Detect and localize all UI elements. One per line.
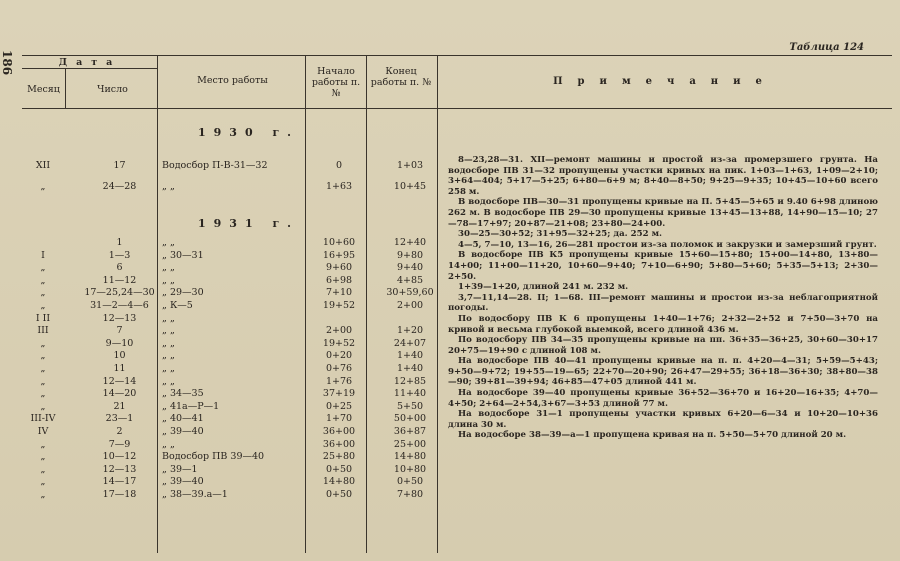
table-row bbox=[22, 275, 447, 287]
end-cell: 1+40 bbox=[396, 350, 424, 361]
day-cell: 17—25,24—30 bbox=[84, 287, 155, 298]
end-cell: 4+85 bbox=[396, 275, 424, 286]
day-cell: 14—17 bbox=[102, 476, 137, 487]
day-cell: 31—2—4—6 bbox=[90, 300, 149, 311]
header-month: Месяц bbox=[27, 84, 60, 95]
place-cell: „ 39—40 bbox=[162, 426, 204, 437]
start-cell: 0 bbox=[335, 160, 343, 171]
month-cell: „ bbox=[40, 451, 46, 462]
table-row bbox=[22, 401, 447, 413]
end-cell: 1+03 bbox=[396, 160, 424, 171]
day-cell: 23—1 bbox=[105, 413, 134, 424]
month-cell: „ bbox=[40, 287, 46, 298]
day-cell: 11—12 bbox=[102, 275, 137, 286]
month-cell: „ bbox=[40, 363, 46, 374]
day-cell: 10—12 bbox=[102, 451, 137, 462]
month-cell: „ bbox=[40, 275, 46, 286]
place-cell: „ 34—35 bbox=[162, 388, 204, 399]
table-row bbox=[22, 262, 447, 274]
table-row bbox=[22, 300, 447, 312]
month-cell: I II bbox=[35, 313, 51, 324]
start-cell: 19+52 bbox=[322, 300, 356, 311]
start-cell: 36+00 bbox=[322, 426, 356, 437]
place-cell: „ 41а—Р—1 bbox=[162, 401, 220, 412]
table-row bbox=[22, 376, 447, 388]
end-cell: 12+40 bbox=[393, 237, 427, 248]
place-cell: „ „ bbox=[162, 350, 175, 361]
end-cell: 1+20 bbox=[396, 325, 424, 336]
note-paragraph: В водосборе ПВ—30—31 пропущены кривые на П. 5+45—5+65 и 9.40 6+98 длиною 262 м. В водосборе ПВ 29—30 пропущены кривые 13+45—13+88, 14+90—15—10; 27—78—17+97; 20+87—21+08; 23+80—24+00. bbox=[448, 197, 878, 229]
header-date: Дата bbox=[58, 57, 122, 68]
table-row bbox=[22, 476, 447, 488]
end-cell: 7+80 bbox=[396, 489, 424, 500]
note-paragraph: По водосбору ПВ 34—35 пропущены кривые на пп. 36+35—36+25, 30+60—30+17 20+75—19+90 с длиной 108 м. bbox=[448, 335, 878, 356]
month-cell: „ bbox=[40, 439, 46, 450]
place-cell: „ 30—31 bbox=[162, 250, 204, 261]
month-cell: III bbox=[37, 325, 49, 336]
start-cell: 1+76 bbox=[325, 376, 353, 387]
place-cell: „ 38—39.а—1 bbox=[162, 489, 228, 500]
day-cell: 11 bbox=[113, 363, 126, 374]
table-row bbox=[22, 313, 447, 325]
start-cell: 1+63 bbox=[325, 181, 353, 192]
place-cell: „ „ bbox=[162, 325, 175, 336]
place-cell: „ „ bbox=[162, 262, 175, 273]
start-cell: 16+95 bbox=[322, 250, 356, 261]
table-row bbox=[22, 489, 447, 501]
year-1930: 1930 г. bbox=[198, 126, 300, 139]
end-cell: 10+80 bbox=[393, 464, 427, 475]
start-cell: 1+70 bbox=[325, 413, 353, 424]
table-row bbox=[22, 350, 447, 362]
day-cell: 9—10 bbox=[105, 338, 134, 349]
day-cell: 6 bbox=[116, 262, 123, 273]
month-cell: IV bbox=[37, 426, 49, 437]
month-cell: I bbox=[41, 250, 45, 261]
header-note: Примечание bbox=[553, 76, 777, 87]
notes-column bbox=[448, 155, 878, 441]
start-cell: 37+19 bbox=[322, 388, 356, 399]
place-cell: Водосбор П-В-31—32 bbox=[162, 160, 268, 171]
table-row bbox=[22, 237, 447, 249]
note-paragraph: На водосборе 38—39—а—1 пропущена кривая на п. 5+50—5+70 длиной 20 м. bbox=[458, 430, 847, 441]
place-cell: „ „ bbox=[162, 439, 175, 450]
month-cell: III-IV bbox=[30, 413, 56, 424]
end-cell: 10+45 bbox=[393, 181, 427, 192]
end-cell: 24+07 bbox=[393, 338, 427, 349]
place-cell: „ „ bbox=[162, 237, 175, 248]
month-cell: „ bbox=[40, 401, 46, 412]
month-cell: „ bbox=[40, 464, 46, 475]
day-cell: 7 bbox=[116, 325, 123, 336]
start-cell: 0+20 bbox=[325, 350, 353, 361]
end-cell: 9+40 bbox=[396, 262, 424, 273]
place-cell: „ „ bbox=[162, 376, 175, 387]
end-cell: 5+50 bbox=[396, 401, 424, 412]
header-date-rule bbox=[22, 68, 157, 69]
day-cell: 14—20 bbox=[102, 388, 137, 399]
month-cell: „ bbox=[40, 262, 46, 273]
day-cell: 12—13 bbox=[102, 464, 137, 475]
day-cell: 12—13 bbox=[102, 313, 137, 324]
month-cell: „ bbox=[40, 350, 46, 361]
table-row bbox=[22, 413, 447, 425]
table-row bbox=[22, 464, 447, 476]
note-paragraph: 1+39—1+20, длиной 241 м. 232 м. bbox=[458, 282, 629, 293]
start-cell: 14+80 bbox=[322, 476, 356, 487]
day-cell: 21 bbox=[113, 401, 126, 412]
table-row bbox=[22, 388, 447, 400]
place-cell: „ „ bbox=[162, 338, 175, 349]
place-cell: Водосбор ПВ 39—40 bbox=[162, 451, 265, 462]
start-cell: 10+60 bbox=[322, 237, 356, 248]
month-cell: „ bbox=[40, 489, 46, 500]
end-cell: 25+00 bbox=[393, 439, 427, 450]
place-cell: „ „ bbox=[162, 275, 175, 286]
month-cell: „ bbox=[40, 300, 46, 311]
month-cell: „ bbox=[40, 376, 46, 387]
month-cell: „ bbox=[40, 476, 46, 487]
start-cell: 0+50 bbox=[325, 464, 353, 475]
table-row bbox=[22, 250, 447, 262]
table-row bbox=[22, 325, 447, 337]
page-number: 186 bbox=[0, 50, 14, 76]
day-cell: 24—28 bbox=[102, 181, 137, 192]
header-place: Место работы bbox=[197, 75, 268, 86]
end-cell: 11+40 bbox=[393, 388, 427, 399]
table-row bbox=[22, 181, 447, 193]
header-end: Конец работы п. № bbox=[370, 66, 432, 88]
table-row bbox=[22, 426, 447, 438]
month-cell: „ bbox=[40, 388, 46, 399]
end-cell: 9+80 bbox=[396, 250, 424, 261]
end-cell: 0+50 bbox=[396, 476, 424, 487]
month-cell: „ bbox=[40, 338, 46, 349]
col-line-month bbox=[65, 68, 66, 108]
start-cell: 6+98 bbox=[325, 275, 353, 286]
day-cell: 2 bbox=[116, 426, 123, 437]
end-cell: 14+80 bbox=[393, 451, 427, 462]
year-1931: 1931 г. bbox=[198, 217, 300, 230]
day-cell: 1—3 bbox=[108, 250, 131, 261]
table-row bbox=[22, 160, 447, 172]
table-label: Таблица 124 bbox=[789, 42, 864, 53]
place-cell: „ „ bbox=[162, 313, 175, 324]
note-paragraph: 30—25—30+52; 31+95—32+25; да. 252 м. bbox=[458, 229, 663, 240]
start-cell: 0+76 bbox=[325, 363, 353, 374]
start-cell: 0+25 bbox=[325, 401, 353, 412]
place-cell: „ 40—41 bbox=[162, 413, 204, 424]
table-row bbox=[22, 363, 447, 375]
end-cell: 12+85 bbox=[393, 376, 427, 387]
day-cell: 10 bbox=[113, 350, 126, 361]
table-row bbox=[22, 439, 447, 451]
header-top-rule bbox=[22, 55, 892, 56]
day-cell: 7—9 bbox=[108, 439, 131, 450]
start-cell: 9+60 bbox=[325, 262, 353, 273]
place-cell: „ 39—1 bbox=[162, 464, 198, 475]
end-cell: 1+40 bbox=[396, 363, 424, 374]
table-row bbox=[22, 338, 447, 350]
note-paragraph: 4—5, 7—10, 13—16, 26—281 простои из-за поломок и закрузки и замерзший грунт. bbox=[458, 239, 877, 250]
place-cell: „ 39—40 bbox=[162, 476, 204, 487]
place-cell: „ „ bbox=[162, 363, 175, 374]
start-cell: 25+80 bbox=[322, 451, 356, 462]
end-cell: 30+59,60 bbox=[386, 287, 434, 298]
note-paragraph: В водосборе ПВ К5 пропущены кривые 15+60—15+80; 15+00—14+80, 13+80—14+00; 11+00—11+20, 10+60—9+40; 7+10—6+90; 5+80—5+60; 5+35—5+13; 2+30—2+50. bbox=[448, 250, 878, 282]
note-paragraph: По водосбору ПВ К 6 пропущены 1+40—1+76; 2+32—2+52 и 7+50—3+70 на кривой и весьма глубокой выемкой, всего длиной 436 м. bbox=[448, 313, 878, 335]
day-cell: 17 bbox=[113, 160, 126, 171]
table-row bbox=[22, 287, 447, 299]
place-cell: „ „ bbox=[162, 181, 175, 192]
header-bottom-rule bbox=[22, 108, 892, 109]
start-cell: 19+52 bbox=[322, 338, 356, 349]
note-paragraph: На водосборе 31—1 пропущены участки кривых 6+20—6—34 и 10+20—10+36 длина 30 м. bbox=[448, 409, 878, 430]
start-cell: 36+00 bbox=[322, 439, 356, 450]
note-paragraph: 3,7—11,14—28. II; 1—68. III—ремонт машины и простои из-за неблагоприятной погоды. bbox=[448, 292, 878, 314]
day-cell: 1 bbox=[116, 237, 123, 248]
start-cell: 2+00 bbox=[325, 325, 353, 336]
end-cell: 2+00 bbox=[396, 300, 424, 311]
table-row bbox=[22, 451, 447, 463]
month-cell: XII bbox=[35, 160, 51, 171]
start-cell: 7+10 bbox=[325, 287, 353, 298]
place-cell: „ 29—30 bbox=[162, 287, 204, 298]
start-cell: 0+50 bbox=[325, 489, 353, 500]
header-start: Начало работы п. № bbox=[311, 66, 361, 99]
day-cell: 12—14 bbox=[102, 376, 137, 387]
note-paragraph: На водосборе 39—40 пропущены кривые 36+52—36+70 и 16+20—16+35; 4+70—4+50; 2+64—2+54,3+67—3+53 длиной 77 м. bbox=[448, 388, 878, 409]
note-paragraph: 8—23,28—31. XII—ремонт машины и простой из-за промерзшего грунта. На водосборе ПВ 31—32 пропущены участки кривых на пик. 1+03—1+63, 1+09—2+10; 3+64—404; 5+17—5+25; 6+80—6+9 м; 8+40—8+50; 9+25—9+35; 10+45—10+60 всего 258 м. bbox=[448, 155, 878, 197]
day-cell: 17—18 bbox=[102, 489, 137, 500]
end-cell: 36+87 bbox=[393, 426, 427, 437]
note-paragraph: На водосборе ПВ 40—41 пропущены кривые на п. п. 4+20—4—31; 5+59—5+43; 9+50—9+72; 19+55—19—65; 22+70—20+90; 26+47—29+55; 36+18—36+30; 38+80—38—90; 39+81—39+94; 46+85—47+05 длиной 441 м. bbox=[448, 356, 878, 388]
place-cell: „ К—5 bbox=[162, 300, 193, 311]
month-cell: „ bbox=[40, 181, 46, 192]
header-day: Число bbox=[97, 84, 128, 95]
end-cell: 50+00 bbox=[393, 413, 427, 424]
